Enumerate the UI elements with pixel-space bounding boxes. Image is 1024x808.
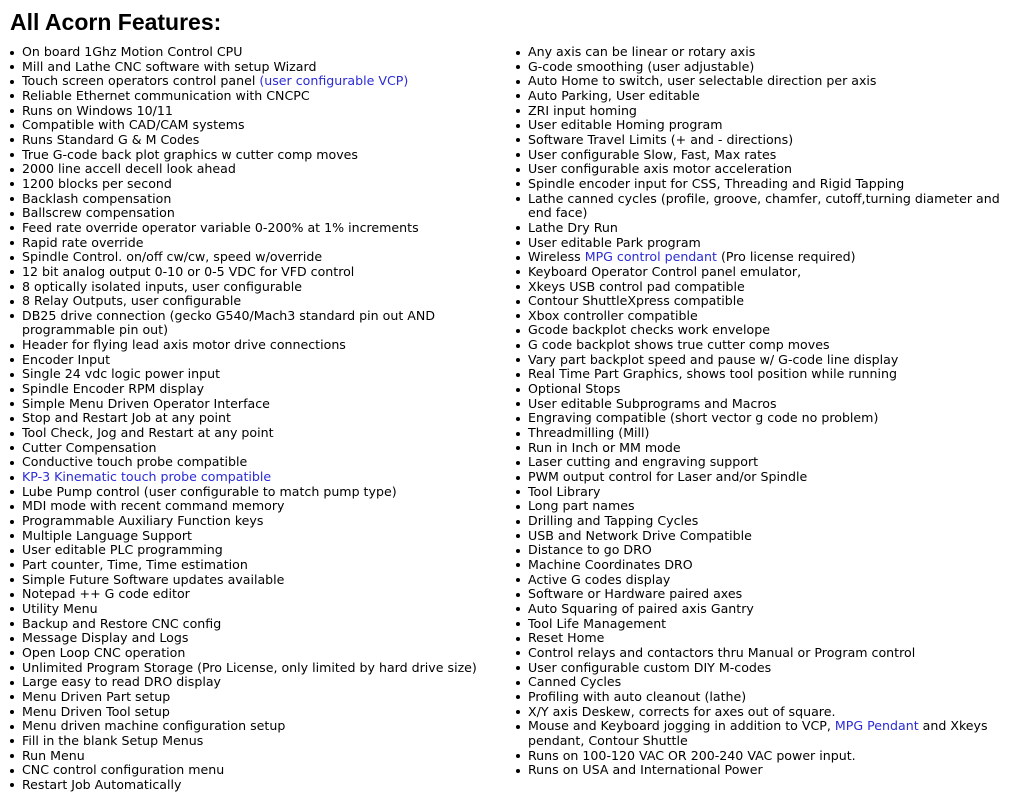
feature-item [512, 719, 1018, 748]
feature-item [6, 646, 496, 661]
feature-item [512, 221, 1018, 236]
feature-text: Real Time Part Graphics, shows tool position while running [528, 366, 897, 382]
feature-text: Message Display and Logs [22, 630, 189, 646]
feature-item [512, 280, 1018, 295]
feature-item [6, 250, 496, 265]
feature-text: Open Loop CNC operation [22, 644, 186, 660]
feature-text: Lathe Dry Run [528, 219, 618, 235]
feature-item [512, 265, 1018, 280]
feature-item [6, 778, 496, 793]
feature-item [512, 60, 1018, 75]
feature-item [6, 221, 496, 236]
feature-link[interactable]: MPG control pendant [584, 249, 717, 265]
feature-text: Runs Standard G & M Codes [22, 131, 200, 147]
page-title: All Acorn Features: [10, 9, 222, 35]
feature-item [6, 602, 496, 617]
feature-item [512, 148, 1018, 163]
feature-item [6, 455, 496, 470]
feature-item [512, 397, 1018, 412]
feature-text: G-code smoothing (user adjustable) [528, 58, 755, 74]
feature-item [512, 705, 1018, 720]
feature-item [512, 162, 1018, 177]
feature-item [6, 705, 496, 720]
feature-item [512, 749, 1018, 764]
feature-text-after: (Pro license required) [716, 249, 856, 265]
feature-text: Header for flying lead axis motor drive connections [22, 337, 346, 353]
feature-item [512, 74, 1018, 89]
feature-item [512, 89, 1018, 104]
feature-text: Ballscrew compensation [22, 205, 175, 221]
feature-text-after: and Xkeys pendant, Contour Shuttle [528, 718, 988, 748]
feature-text: Software Travel Limits (+ and - directions) [528, 131, 794, 147]
feature-text: DB25 drive connection (gecko G540/Mach3 standard pin out AND programmable pin out) [22, 307, 436, 338]
feature-text: Cutter Compensation [22, 439, 157, 455]
feature-text: Distance to go DRO [528, 542, 652, 558]
feature-text: Contour ShuttleXpress compatible [528, 293, 745, 309]
feature-item [6, 411, 496, 426]
feature-text: Single 24 vdc logic power input [22, 366, 221, 382]
feature-text: USB and Network Drive Compatible [528, 527, 752, 543]
feature-text: User editable PLC programming [22, 542, 223, 558]
feature-text: Utility Menu [22, 600, 98, 616]
feature-text: 8 Relay Outputs, user configurable [22, 293, 242, 309]
feature-text: Auto Squaring of paired axis Gantry [528, 600, 754, 616]
feature-text: Backlash compensation [22, 190, 172, 206]
feature-text: Programmable Auxiliary Function keys [22, 513, 264, 528]
feature-text: On board 1Ghz Motion Control CPU [22, 44, 243, 59]
feature-text: Unlimited Program Storage (Pro License, only limited by hard drive size) [22, 659, 477, 675]
feature-text: Keyboard Operator Control panel emulator, [528, 263, 802, 279]
feature-text: User configurable Slow, Fast, Max rates [528, 146, 777, 162]
feature-text: Spindle Control. on/off cw/cw, speed w/override [22, 249, 323, 265]
feature-item [6, 470, 496, 485]
features-list-left [6, 45, 496, 792]
feature-item [512, 294, 1018, 309]
feature-item [512, 367, 1018, 382]
feature-text: Menu Driven Tool setup [22, 703, 170, 719]
feature-text: User editable Homing program [528, 117, 723, 133]
feature-text: Wireless [528, 249, 585, 265]
features-list-right [512, 45, 1018, 778]
feature-item [6, 690, 496, 705]
feature-text: Drilling and Tapping Cycles [528, 513, 699, 528]
feature-text: 1200 blocks per second [22, 175, 172, 191]
feature-text: Simple Future Software updates available [22, 571, 285, 587]
feature-text: Reset Home [528, 630, 605, 646]
feature-text: Tool Check, Jog and Restart at any point [22, 425, 274, 441]
feature-text: Machine Coordinates DRO [528, 556, 693, 572]
feature-text: Conductive touch probe compatible [22, 454, 248, 470]
feature-text: MDI mode with recent command memory [22, 498, 285, 514]
feature-text: Xkeys USB control pad compatible [528, 278, 745, 294]
feature-item [512, 338, 1018, 353]
feature-item [512, 104, 1018, 119]
feature-text: 2000 line accell decell look ahead [22, 161, 236, 177]
feature-item [6, 236, 496, 251]
feature-item [6, 514, 496, 529]
feature-text: Mouse and Keyboard jogging in addition to VCP, [528, 718, 835, 734]
feature-text: Xbox controller compatible [528, 307, 698, 323]
feature-item [512, 426, 1018, 441]
feature-item [6, 749, 496, 764]
feature-item [512, 250, 1018, 265]
feature-item [6, 734, 496, 749]
feature-item [512, 558, 1018, 573]
feature-item [6, 265, 496, 280]
feature-item [512, 470, 1018, 485]
feature-text: Auto Home to switch, user selectable direction per axis [528, 73, 877, 89]
feature-item [6, 661, 496, 676]
feature-item [6, 133, 496, 148]
feature-item [512, 763, 1018, 778]
feature-item [6, 309, 496, 338]
feature-item [6, 104, 496, 119]
feature-item [512, 690, 1018, 705]
feature-text: Runs on USA and International Power [528, 762, 763, 778]
feature-text: Notepad ++ G code editor [22, 586, 190, 602]
feature-item [512, 514, 1018, 529]
feature-item [6, 177, 496, 192]
feature-text: Fill in the blank Setup Menus [22, 732, 204, 748]
feature-item [6, 367, 496, 382]
feature-item [6, 162, 496, 177]
feature-text: X/Y axis Deskew, corrects for axes out of square. [528, 703, 836, 719]
feature-text: Runs on 100-120 VAC OR 200-240 VAC power input. [528, 747, 856, 763]
feature-link[interactable]: (user configurable VCP) [259, 73, 409, 89]
feature-text: Lube Pump control (user configurable to match pump type) [22, 483, 397, 499]
feature-link[interactable]: KP-3 Kinematic touch probe compatible [22, 469, 272, 485]
feature-item [6, 499, 496, 514]
feature-item [512, 45, 1018, 60]
feature-item [512, 177, 1018, 192]
feature-item [6, 89, 496, 104]
feature-text: Compatible with CAD/CAM systems [22, 117, 245, 133]
feature-text: CNC control configuration menu [22, 762, 225, 778]
feature-item [6, 148, 496, 163]
feature-item [512, 543, 1018, 558]
feature-item [512, 631, 1018, 646]
feature-text: Restart Job Automatically [22, 776, 182, 792]
feature-text: G code backplot shows true cutter comp moves [528, 337, 830, 353]
feature-item [512, 323, 1018, 338]
feature-item [512, 455, 1018, 470]
feature-text: User configurable custom DIY M-codes [528, 659, 772, 675]
feature-item [6, 118, 496, 133]
feature-item [512, 661, 1018, 676]
feature-item [512, 118, 1018, 133]
feature-item [512, 441, 1018, 456]
feature-item [512, 602, 1018, 617]
feature-text: Tool Library [528, 483, 601, 499]
feature-text: Active G codes display [528, 571, 671, 587]
feature-text: Control relays and contactors thru Manual or Program control [528, 644, 916, 660]
feature-text: Touch screen operators control panel [22, 73, 260, 89]
feature-item [6, 206, 496, 221]
feature-item [6, 558, 496, 573]
feature-text: Menu driven machine configuration setup [22, 718, 286, 734]
feature-item [512, 485, 1018, 500]
feature-item [6, 631, 496, 646]
feature-item [512, 353, 1018, 368]
feature-item [512, 192, 1018, 221]
feature-text: Encoder Input [22, 351, 111, 367]
feature-item [6, 74, 496, 89]
feature-item [6, 353, 496, 368]
feature-item [6, 338, 496, 353]
feature-text: Canned Cycles [528, 674, 622, 690]
feature-item [6, 45, 496, 60]
feature-text: Threadmilling (Mill) [528, 425, 650, 441]
feature-item [512, 382, 1018, 397]
feature-item [6, 573, 496, 588]
feature-text: 8 optically isolated inputs, user configurable [22, 278, 303, 294]
feature-text: Multiple Language Support [22, 527, 192, 543]
feature-item [512, 133, 1018, 148]
feature-text: Spindle Encoder RPM display [22, 381, 205, 397]
feature-item [512, 309, 1018, 324]
feature-text: Rapid rate override [22, 234, 144, 250]
feature-text: Simple Menu Driven Operator Interface [22, 395, 270, 411]
feature-text: Auto Parking, User editable [528, 87, 700, 103]
feature-text: User configurable axis motor acceleration [528, 161, 792, 177]
feature-item [6, 397, 496, 412]
feature-text: Software or Hardware paired axes [528, 586, 743, 602]
feature-item [512, 587, 1018, 602]
feature-item [6, 587, 496, 602]
feature-item [512, 617, 1018, 632]
feature-text: Run in Inch or MM mode [528, 439, 681, 455]
feature-item [6, 617, 496, 632]
feature-text: Runs on Windows 10/11 [22, 102, 173, 118]
feature-text: Long part names [528, 498, 635, 514]
feature-item [6, 60, 496, 75]
feature-text: 12 bit analog output 0-10 or 0-5 VDC for VFD control [22, 263, 355, 279]
feature-text: Reliable Ethernet communication with CNCPC [22, 87, 310, 103]
feature-text: Optional Stops [528, 381, 621, 397]
feature-item [512, 573, 1018, 588]
feature-text: Engraving compatible (short vector g code no problem) [528, 410, 879, 426]
feature-item [6, 441, 496, 456]
feature-item [6, 426, 496, 441]
feature-item [6, 192, 496, 207]
feature-item [512, 529, 1018, 544]
feature-text: Gcode backplot checks work envelope [528, 322, 770, 338]
feature-item [6, 675, 496, 690]
feature-item [6, 763, 496, 778]
feature-link[interactable]: MPG Pendant [834, 718, 919, 734]
feature-item [512, 411, 1018, 426]
feature-item [6, 529, 496, 544]
feature-text: Laser cutting and engraving support [528, 454, 759, 470]
feature-item [6, 294, 496, 309]
feature-item [6, 719, 496, 734]
feature-text: Part counter, Time, Time estimation [22, 556, 248, 572]
feature-text: Mill and Lathe CNC software with setup Wizard [22, 58, 317, 74]
feature-text: Run Menu [22, 747, 85, 763]
feature-item [6, 485, 496, 500]
feature-text: Backup and Restore CNC config [22, 615, 222, 631]
feature-text: Vary part backplot speed and pause w/ G-code line display [528, 351, 899, 367]
feature-item [512, 499, 1018, 514]
feature-text: True G-code back plot graphics w cutter comp moves [22, 146, 358, 162]
feature-item [6, 280, 496, 295]
feature-text: Lathe canned cycles (profile, groove, chamfer, cutoff,turning diameter and end face) [528, 190, 1000, 221]
feature-text: Any axis can be linear or rotary axis [528, 44, 756, 59]
feature-item [512, 236, 1018, 251]
feature-text: ZRI input homing [528, 102, 637, 118]
feature-item [6, 543, 496, 558]
feature-text: PWM output control for Laser and/or Spindle [528, 469, 808, 485]
feature-text: Tool Life Management [528, 615, 667, 631]
feature-text: Large easy to read DRO display [22, 674, 222, 690]
feature-text: Stop and Restart Job at any point [22, 410, 231, 426]
feature-item [6, 382, 496, 397]
feature-item [512, 675, 1018, 690]
feature-item [512, 646, 1018, 661]
feature-text: User editable Park program [528, 234, 701, 250]
feature-text: Spindle encoder input for CSS, Threading and Rigid Tapping [528, 175, 905, 191]
feature-text: Profiling with auto cleanout (lathe) [528, 688, 747, 704]
feature-text: User editable Subprograms and Macros [528, 395, 777, 411]
feature-text: Menu Driven Part setup [22, 688, 171, 704]
feature-text: Feed rate override operator variable 0-200% at 1% increments [22, 219, 419, 235]
